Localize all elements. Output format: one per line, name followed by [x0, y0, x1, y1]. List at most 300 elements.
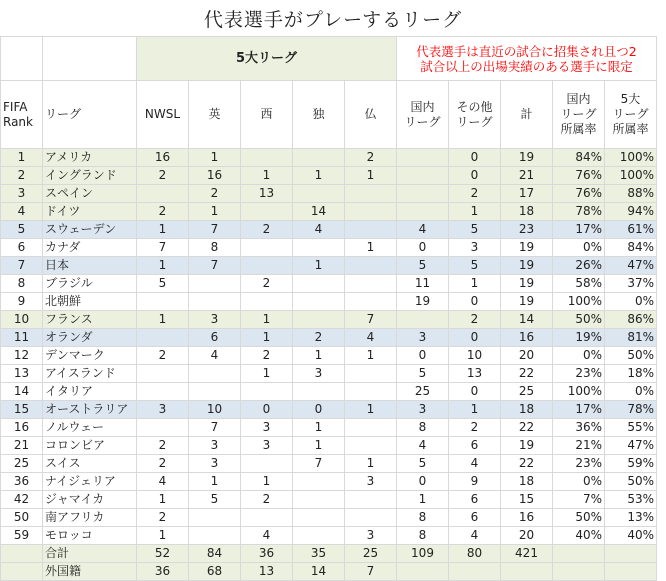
domestic-cell: 3 — [397, 329, 449, 347]
domestic-cell: 3 — [397, 401, 449, 419]
col-header-domestic: 国内 リーグ — [397, 81, 449, 149]
esp-cell: 2 — [241, 491, 293, 509]
table-row — [1, 365, 657, 383]
other-cell: 1 — [449, 401, 501, 419]
domestic-rate-cell: 7% — [553, 491, 605, 509]
domestic-cell: 4 — [397, 221, 449, 239]
col-header-domestic-rate: 国内 リーグ 所属率 — [553, 81, 605, 149]
table-row — [1, 203, 657, 221]
totals-b5r-cell — [605, 545, 657, 563]
col-header-other: その他 リーグ — [449, 81, 501, 149]
nwsl-cell: 2 — [137, 455, 189, 473]
domestic-rate-cell: 40% — [553, 527, 605, 545]
table-row — [1, 401, 657, 419]
big5-rate-cell: 50% — [605, 347, 657, 365]
eng-cell — [189, 365, 241, 383]
nwsl-cell: 5 — [137, 275, 189, 293]
total-cell: 20 — [501, 527, 553, 545]
ger-cell: 2 — [293, 329, 345, 347]
fra-cell: 1 — [345, 347, 397, 365]
fra-cell: 3 — [345, 527, 397, 545]
table-row — [1, 185, 657, 203]
fra-cell — [345, 221, 397, 239]
eng-cell: 7 — [189, 419, 241, 437]
other-cell: 0 — [449, 329, 501, 347]
eng-cell: 16 — [189, 167, 241, 185]
totals-row — [1, 545, 657, 563]
big5-rate-cell: 55% — [605, 419, 657, 437]
total-cell: 19 — [501, 149, 553, 167]
rank-cell: 25 — [1, 455, 43, 473]
table-row — [1, 473, 657, 491]
table-row — [1, 329, 657, 347]
nwsl-cell: 2 — [137, 437, 189, 455]
rank-cell: 12 — [1, 347, 43, 365]
other-cell: 2 — [449, 185, 501, 203]
totals-eng-cell: 84 — [189, 545, 241, 563]
big5-rate-cell: 53% — [605, 491, 657, 509]
rank-cell: 16 — [1, 419, 43, 437]
rank-cell: 50 — [1, 509, 43, 527]
table-row — [1, 383, 657, 401]
domestic-rate-cell: 17% — [553, 221, 605, 239]
rank-cell: 7 — [1, 257, 43, 275]
domestic-rate-cell: 19% — [553, 329, 605, 347]
nwsl-cell: 1 — [137, 311, 189, 329]
other-cell: 5 — [449, 257, 501, 275]
esp-cell — [241, 509, 293, 527]
big5-rate-cell: 0% — [605, 293, 657, 311]
other-cell: 0 — [449, 293, 501, 311]
rank-cell: 13 — [1, 365, 43, 383]
domestic-rate-cell: 84% — [553, 149, 605, 167]
ger-cell: 1 — [293, 419, 345, 437]
fra-cell: 7 — [345, 311, 397, 329]
domestic-cell — [397, 311, 449, 329]
totals-tot-cell: 421 — [501, 545, 553, 563]
big5-rate-cell: 47% — [605, 437, 657, 455]
country-cell: アイスランド — [43, 365, 137, 383]
other-cell: 2 — [449, 419, 501, 437]
eng-cell: 1 — [189, 203, 241, 221]
ger-cell — [293, 185, 345, 203]
domestic-cell: 0 — [397, 473, 449, 491]
big5-rate-cell: 50% — [605, 473, 657, 491]
eng-cell: 3 — [189, 311, 241, 329]
foreign-esp-cell: 13 — [241, 563, 293, 581]
total-cell: 17 — [501, 185, 553, 203]
country-cell: コロンビア — [43, 437, 137, 455]
total-cell: 16 — [501, 329, 553, 347]
esp-cell: 0 — [241, 401, 293, 419]
total-cell: 19 — [501, 293, 553, 311]
totals-fra-cell: 25 — [345, 545, 397, 563]
country-cell: オーストラリア — [43, 401, 137, 419]
domestic-cell: 11 — [397, 275, 449, 293]
eng-cell: 4 — [189, 347, 241, 365]
country-cell: カナダ — [43, 239, 137, 257]
fra-cell — [345, 257, 397, 275]
other-cell: 6 — [449, 491, 501, 509]
nwsl-cell: 4 — [137, 473, 189, 491]
eng-cell: 2 — [189, 185, 241, 203]
table-row — [1, 239, 657, 257]
domestic-rate-cell: 100% — [553, 383, 605, 401]
country-cell: ドイツ — [43, 203, 137, 221]
esp-cell: 1 — [241, 473, 293, 491]
blank-cell — [1, 563, 43, 581]
total-cell: 22 — [501, 419, 553, 437]
other-cell: 0 — [449, 149, 501, 167]
esp-cell — [241, 239, 293, 257]
blank-cell — [1, 545, 43, 563]
domestic-cell: 8 — [397, 527, 449, 545]
rank-cell: 1 — [1, 149, 43, 167]
header-blank-cell — [43, 37, 137, 81]
other-cell: 5 — [449, 221, 501, 239]
esp-cell — [241, 383, 293, 401]
fra-cell: 1 — [345, 455, 397, 473]
totals-ger-cell: 35 — [293, 545, 345, 563]
big5-rate-cell: 78% — [605, 401, 657, 419]
esp-cell: 1 — [241, 167, 293, 185]
ger-cell — [293, 275, 345, 293]
total-cell: 19 — [501, 275, 553, 293]
country-cell: 北朝鮮 — [43, 293, 137, 311]
ger-cell: 1 — [293, 257, 345, 275]
foreign-tot-cell — [501, 563, 553, 581]
domestic-cell — [397, 185, 449, 203]
table-row — [1, 293, 657, 311]
country-cell: 日本 — [43, 257, 137, 275]
table-row — [1, 419, 657, 437]
totals-nwsl-cell: 52 — [137, 545, 189, 563]
ger-cell — [293, 527, 345, 545]
other-cell: 10 — [449, 347, 501, 365]
domestic-rate-cell: 76% — [553, 185, 605, 203]
rank-cell: 2 — [1, 167, 43, 185]
table-row — [1, 347, 657, 365]
other-cell: 1 — [449, 203, 501, 221]
nwsl-cell: 1 — [137, 257, 189, 275]
country-cell: スイス — [43, 455, 137, 473]
table-row — [1, 257, 657, 275]
table-row — [1, 509, 657, 527]
col-header-eng: 英 — [189, 81, 241, 149]
domestic-cell: 5 — [397, 455, 449, 473]
ger-cell — [293, 509, 345, 527]
foreign-oth-cell — [449, 563, 501, 581]
total-cell: 14 — [501, 311, 553, 329]
esp-cell: 2 — [241, 221, 293, 239]
big5-rate-cell: 37% — [605, 275, 657, 293]
domestic-rate-cell: 100% — [553, 293, 605, 311]
big5-rate-cell: 100% — [605, 167, 657, 185]
table-row — [1, 455, 657, 473]
eng-cell: 1 — [189, 149, 241, 167]
domestic-cell: 25 — [397, 383, 449, 401]
total-cell: 23 — [501, 221, 553, 239]
nwsl-cell: 2 — [137, 347, 189, 365]
col-header-league: リーグ — [43, 81, 137, 149]
esp-cell: 3 — [241, 437, 293, 455]
big5-rate-cell: 40% — [605, 527, 657, 545]
other-cell: 6 — [449, 437, 501, 455]
country-cell: オランダ — [43, 329, 137, 347]
ger-cell — [293, 311, 345, 329]
esp-cell: 1 — [241, 311, 293, 329]
other-cell: 2 — [449, 311, 501, 329]
ger-cell: 1 — [293, 167, 345, 185]
table-row — [1, 149, 657, 167]
domestic-cell: 5 — [397, 257, 449, 275]
foreign-fra-cell: 7 — [345, 563, 397, 581]
other-cell: 6 — [449, 509, 501, 527]
table-row — [1, 221, 657, 239]
country-cell: スウェーデン — [43, 221, 137, 239]
eng-cell — [189, 383, 241, 401]
domestic-cell — [397, 203, 449, 221]
eng-cell — [189, 293, 241, 311]
eng-cell — [189, 527, 241, 545]
nwsl-cell: 2 — [137, 509, 189, 527]
country-cell: ナイジェリア — [43, 473, 137, 491]
nwsl-cell: 1 — [137, 491, 189, 509]
table-row — [1, 491, 657, 509]
total-cell: 15 — [501, 491, 553, 509]
fra-cell: 1 — [345, 239, 397, 257]
totals-domr-cell — [553, 545, 605, 563]
domestic-cell: 19 — [397, 293, 449, 311]
other-cell: 4 — [449, 527, 501, 545]
domestic-cell: 0 — [397, 347, 449, 365]
esp-cell: 2 — [241, 275, 293, 293]
other-cell: 0 — [449, 167, 501, 185]
foreign-ger-cell: 14 — [293, 563, 345, 581]
esp-cell: 3 — [241, 419, 293, 437]
nwsl-cell: 3 — [137, 401, 189, 419]
ger-cell — [293, 491, 345, 509]
page-title: 代表選手がプレーするリーグ — [203, 8, 463, 31]
other-cell: 1 — [449, 275, 501, 293]
foreign-nwsl-cell: 36 — [137, 563, 189, 581]
table-row — [1, 437, 657, 455]
fra-cell — [345, 383, 397, 401]
total-cell: 22 — [501, 365, 553, 383]
esp-cell: 4 — [241, 527, 293, 545]
domestic-rate-cell: 36% — [553, 419, 605, 437]
rank-cell: 36 — [1, 473, 43, 491]
country-cell: 南アフリカ — [43, 509, 137, 527]
fra-cell: 3 — [345, 473, 397, 491]
ger-cell — [293, 239, 345, 257]
esp-cell: 13 — [241, 185, 293, 203]
fra-cell — [345, 491, 397, 509]
foreign-domr-cell — [553, 563, 605, 581]
nwsl-cell — [137, 293, 189, 311]
domestic-rate-cell: 76% — [553, 167, 605, 185]
rank-cell: 9 — [1, 293, 43, 311]
ger-cell: 1 — [293, 437, 345, 455]
col-header-fra: 仏 — [345, 81, 397, 149]
esp-cell — [241, 455, 293, 473]
total-cell: 18 — [501, 203, 553, 221]
eng-cell: 7 — [189, 257, 241, 275]
domestic-cell: 8 — [397, 509, 449, 527]
fra-cell — [345, 419, 397, 437]
domestic-cell: 1 — [397, 491, 449, 509]
country-cell: デンマーク — [43, 347, 137, 365]
big5-rate-cell: 81% — [605, 329, 657, 347]
foreign-dom-cell — [397, 563, 449, 581]
rank-cell: 11 — [1, 329, 43, 347]
domestic-cell — [397, 167, 449, 185]
col-header-ger: 独 — [293, 81, 345, 149]
big5-rate-cell: 59% — [605, 455, 657, 473]
eng-cell: 8 — [189, 239, 241, 257]
table-row — [1, 527, 657, 545]
table-row — [1, 275, 657, 293]
fra-cell — [345, 509, 397, 527]
total-cell: 21 — [501, 167, 553, 185]
big5-rate-cell: 0% — [605, 383, 657, 401]
esp-cell — [241, 149, 293, 167]
nwsl-cell — [137, 419, 189, 437]
domestic-cell: 0 — [397, 239, 449, 257]
eng-cell: 1 — [189, 473, 241, 491]
big5-rate-cell: 100% — [605, 149, 657, 167]
league-table — [0, 36, 657, 581]
fra-cell: 2 — [345, 149, 397, 167]
eng-cell: 3 — [189, 437, 241, 455]
domestic-rate-cell: 26% — [553, 257, 605, 275]
ger-cell: 0 — [293, 401, 345, 419]
totals-dom-cell: 109 — [397, 545, 449, 563]
ger-cell — [293, 293, 345, 311]
total-cell: 18 — [501, 401, 553, 419]
nwsl-cell — [137, 185, 189, 203]
col-header-total: 計 — [501, 81, 553, 149]
foreign-label: 外国籍 — [43, 563, 137, 581]
table-row — [1, 311, 657, 329]
ger-cell — [293, 473, 345, 491]
esp-cell — [241, 293, 293, 311]
totals-esp-cell: 36 — [241, 545, 293, 563]
rank-cell: 6 — [1, 239, 43, 257]
country-cell: イングランド — [43, 167, 137, 185]
domestic-rate-cell: 17% — [553, 401, 605, 419]
fra-cell: 4 — [345, 329, 397, 347]
eng-cell — [189, 509, 241, 527]
total-cell: 19 — [501, 437, 553, 455]
domestic-rate-cell: 0% — [553, 239, 605, 257]
country-cell: スペイン — [43, 185, 137, 203]
domestic-rate-cell: 23% — [553, 365, 605, 383]
nwsl-cell: 2 — [137, 203, 189, 221]
rank-cell: 21 — [1, 437, 43, 455]
eng-cell: 7 — [189, 221, 241, 239]
totals-label: 合計 — [43, 545, 137, 563]
ger-cell: 3 — [293, 365, 345, 383]
domestic-rate-cell: 50% — [553, 509, 605, 527]
total-cell: 20 — [501, 347, 553, 365]
other-cell: 13 — [449, 365, 501, 383]
eng-cell: 10 — [189, 401, 241, 419]
fra-cell — [345, 365, 397, 383]
country-cell: ジャマイカ — [43, 491, 137, 509]
rank-cell: 5 — [1, 221, 43, 239]
eng-cell — [189, 275, 241, 293]
total-cell: 22 — [501, 455, 553, 473]
col-header-esp: 西 — [241, 81, 293, 149]
country-cell: ノルウェー — [43, 419, 137, 437]
fra-cell: 1 — [345, 167, 397, 185]
domestic-cell — [397, 149, 449, 167]
other-cell: 3 — [449, 239, 501, 257]
rank-cell: 10 — [1, 311, 43, 329]
big5-rate-cell: 94% — [605, 203, 657, 221]
col-header-rank: FIFA Rank — [1, 81, 43, 149]
other-cell: 4 — [449, 455, 501, 473]
eng-cell: 5 — [189, 491, 241, 509]
foreign-eng-cell: 68 — [189, 563, 241, 581]
big5-rate-cell: 88% — [605, 185, 657, 203]
esp-cell: 2 — [241, 347, 293, 365]
rank-cell: 59 — [1, 527, 43, 545]
nwsl-cell: 7 — [137, 239, 189, 257]
big5-rate-cell: 86% — [605, 311, 657, 329]
domestic-rate-cell: 50% — [553, 311, 605, 329]
ger-cell: 7 — [293, 455, 345, 473]
nwsl-cell: 1 — [137, 527, 189, 545]
rank-cell: 14 — [1, 383, 43, 401]
fra-cell — [345, 203, 397, 221]
rank-cell: 4 — [1, 203, 43, 221]
rank-cell: 3 — [1, 185, 43, 203]
fra-cell — [345, 275, 397, 293]
domestic-rate-cell: 58% — [553, 275, 605, 293]
esp-cell — [241, 257, 293, 275]
country-cell: モロッコ — [43, 527, 137, 545]
ger-cell — [293, 149, 345, 167]
fra-cell — [345, 293, 397, 311]
eng-cell: 3 — [189, 455, 241, 473]
fra-cell — [345, 437, 397, 455]
nwsl-cell — [137, 329, 189, 347]
fra-cell: 1 — [345, 401, 397, 419]
domestic-rate-cell: 23% — [553, 455, 605, 473]
nwsl-cell — [137, 383, 189, 401]
esp-cell — [241, 203, 293, 221]
total-cell: 16 — [501, 509, 553, 527]
total-cell: 19 — [501, 239, 553, 257]
header-blank-cell — [1, 37, 43, 81]
big5-header: 5大リーグ — [137, 37, 397, 81]
esp-cell: 1 — [241, 365, 293, 383]
domestic-cell: 5 — [397, 365, 449, 383]
country-cell: フランス — [43, 311, 137, 329]
foreign-b5r-cell — [605, 563, 657, 581]
domestic-rate-cell: 78% — [553, 203, 605, 221]
domestic-rate-cell: 0% — [553, 347, 605, 365]
ger-cell: 4 — [293, 221, 345, 239]
big5-rate-cell: 47% — [605, 257, 657, 275]
ger-cell — [293, 383, 345, 401]
esp-cell: 1 — [241, 329, 293, 347]
note-line: 試合以上の出場実績のある選手に限定 — [420, 58, 633, 74]
domestic-rate-cell: 0% — [553, 473, 605, 491]
big5-rate-cell: 84% — [605, 239, 657, 257]
